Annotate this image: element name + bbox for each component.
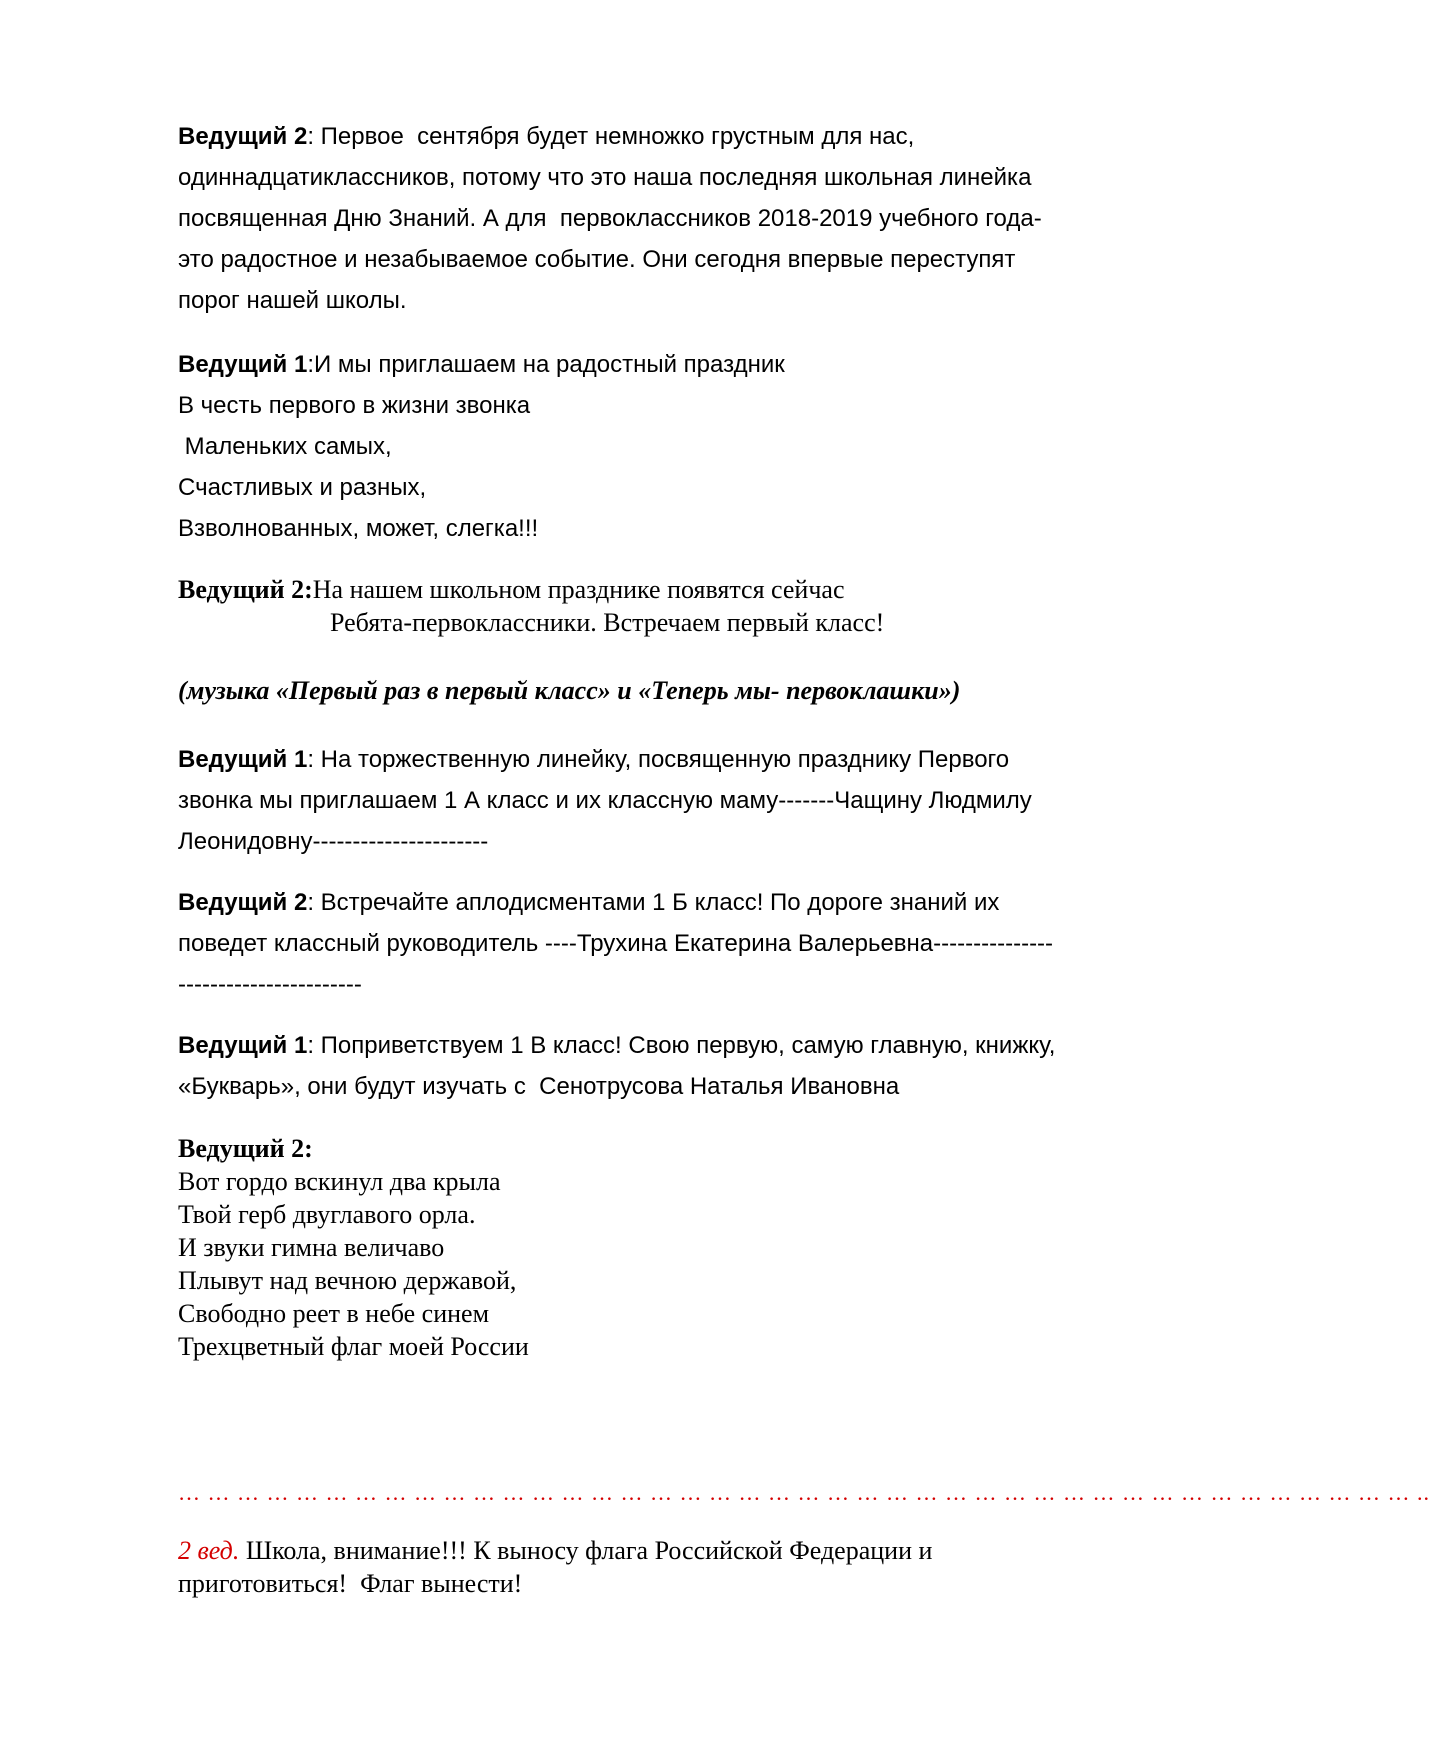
text-line: В честь первого в жизни звонка	[178, 392, 531, 419]
speaker-label: Ведущий 2:	[178, 1134, 313, 1163]
paragraph-host1-poem	[178, 344, 1168, 549]
text-line: «Букварь», они будут изучать с Сенотрусова Наталья Ивановна	[178, 1073, 900, 1100]
paragraph-host2-firstgraders	[178, 573, 1168, 639]
speaker-label: 2 вед.	[178, 1536, 240, 1565]
text-line: -----------------------	[178, 971, 362, 998]
text-line: Свободно реет в небе синем	[178, 1299, 490, 1328]
text-line: это радостное и незабываемое событие. Они сегодня впервые переступят	[178, 246, 1016, 273]
text-line: звонка мы приглашаем 1 А класс и их классную маму-------Чащину Людмилу	[178, 787, 1032, 814]
text-line: Вот гордо вскинул два крыла	[178, 1167, 501, 1196]
speaker-label: Ведущий 2	[178, 123, 308, 150]
text-line: : На торжественную линейку, посвященную празднику Первого	[307, 746, 1010, 773]
speaker-label: Ведущий 2:	[178, 575, 313, 604]
text-line: : Поприветствуем 1 В класс! Свою первую, самую главную, книжку,	[307, 1032, 1056, 1059]
text-line: Взволнованных, может, слегка!!!	[178, 515, 539, 542]
text-line: Маленьких самых,	[178, 433, 392, 460]
dotted-separator: … … … … … … … … … … … … … … … … … … … … … … … … … … … … … … … … … … … … … … … … … … ..	[178, 1480, 1430, 1505]
speaker-label: Ведущий 2	[178, 889, 308, 916]
text-line: одиннадцатиклассников, потому что это наша последняя школьная линейка	[178, 164, 1032, 191]
paragraph-host2-intro	[178, 116, 1168, 321]
text-line: Трехцветный флаг моей России	[178, 1332, 529, 1361]
music-direction: (музыка «Первый раз в первый класс» и «Теперь мы- первоклашки»)	[178, 676, 961, 705]
speaker-label: Ведущий 1	[178, 1032, 308, 1059]
paragraph-flag-command	[178, 1534, 1168, 1600]
text-line: приготовиться! Флаг вынести!	[178, 1569, 523, 1598]
text-line: И звуки гимна величаво	[178, 1233, 445, 1262]
text-line: Леонидовну----------------------	[178, 828, 489, 855]
text-line: Твой герб двуглавого орла.	[178, 1200, 476, 1229]
text-line: поведет классный руководитель ----Трухина Екатерина Валерьевна---------------	[178, 930, 1054, 957]
text-line: порог нашей школы.	[178, 287, 407, 314]
text-line: На нашем школьном празднике появятся сейчас	[312, 575, 845, 604]
speaker-label: Ведущий 1	[178, 746, 308, 773]
speaker-label: Ведущий 1	[178, 351, 308, 378]
paragraph-host2-class-1b	[178, 882, 1168, 1005]
text-line: : Первое сентября будет немножко грустным для нас,	[307, 123, 915, 150]
text-line: Ребята-первоклассники. Встречаем первый класс!	[330, 608, 885, 637]
paragraph-host2-anthem-poem	[178, 1132, 1168, 1363]
paragraph-host1-class-1a	[178, 739, 1168, 862]
text-line: Плывут над вечною державой,	[178, 1266, 517, 1295]
text-line: :И мы приглашаем на радостный праздник	[307, 351, 785, 378]
text-line: посвященная Дню Знаний. А для первоклассников 2018-2019 учебного года-	[178, 205, 1042, 232]
text-line: Школа, внимание!!! К выносу флага Российской Федерации и	[239, 1536, 933, 1565]
text-line: : Встречайте аплодисментами 1 Б класс! По дороге знаний их	[307, 889, 1000, 916]
paragraph-host1-class-1v	[178, 1025, 1168, 1107]
music-note	[178, 674, 1168, 707]
text-line: Счастливых и разных,	[178, 474, 427, 501]
